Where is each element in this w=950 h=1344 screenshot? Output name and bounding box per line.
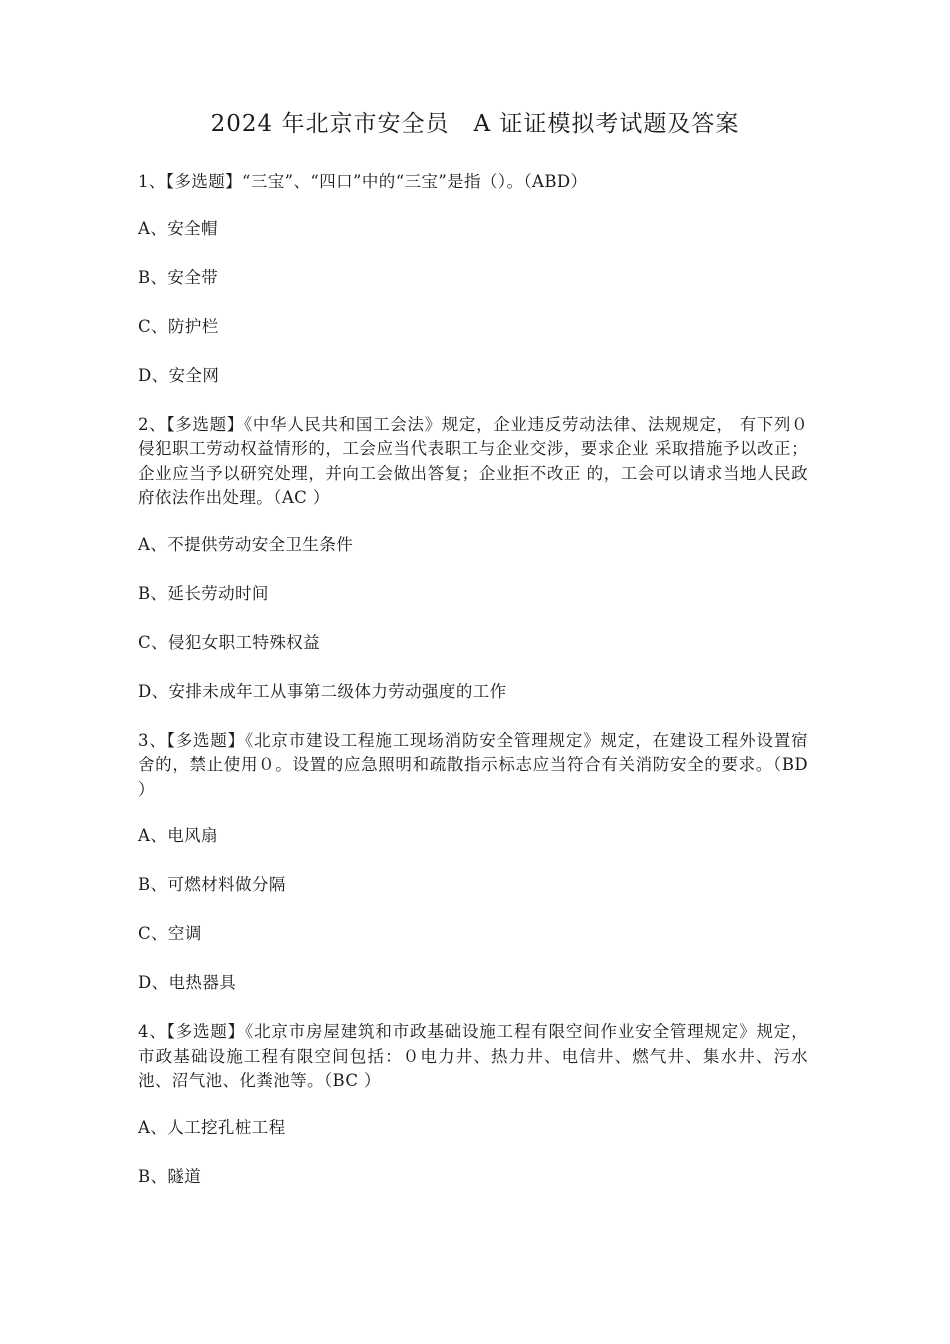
option-c: C、空调 bbox=[138, 924, 202, 943]
option-c: C、侵犯女职工特殊权益 bbox=[138, 632, 321, 652]
option-b: B、可燃材料做分隔 bbox=[138, 875, 286, 894]
option-a: A、不提供劳动安全卫生条件 bbox=[138, 534, 354, 554]
question-text: 4、【多选题】《北京市房屋建筑和市政基础设施工程有限空间作业安全管理规定》规定，市政基础设施工程有限空间包括：０电力井、热力井、电信井、燃气井、集水井、污水池、沼气池、化粪池等。（BC ） bbox=[138, 1022, 808, 1090]
option-b: B、隧道 bbox=[138, 1166, 202, 1186]
option-d: D、安排未成年工从事第二级体力劳动强度的工作 bbox=[138, 681, 507, 701]
option-a: A、人工挖孔桩工程 bbox=[138, 1117, 286, 1137]
option-b: B、安全带 bbox=[138, 267, 219, 287]
question-1 bbox=[138, 170, 808, 388]
question-3 bbox=[138, 729, 808, 996]
option-b: B、延长劳动时间 bbox=[138, 583, 269, 603]
document-title: 2024 年北京市安全员 A 证证模拟考试题及答案 bbox=[210, 111, 740, 137]
option-a: A、安全帽 bbox=[138, 218, 218, 238]
question-text: 3、【多选题】《北京市建设工程施工现场消防安全管理规定》规定，在建设工程外设置宿舍的，禁止使用０。设置的应急照明和疏散指示标志应当符合有关消防安全的要求。（BD ） bbox=[138, 730, 808, 799]
question-list bbox=[138, 170, 808, 1214]
question-text: 1、【多选题】“三宝”、“四口”中的“三宝”是指（）。（ABD） bbox=[138, 172, 588, 191]
question-4 bbox=[138, 1020, 808, 1189]
option-a: A、电风扇 bbox=[138, 826, 218, 845]
option-d: D、电热器具 bbox=[138, 973, 237, 992]
question-2 bbox=[138, 413, 808, 704]
option-d: D、安全网 bbox=[138, 365, 220, 385]
option-c: C、防护栏 bbox=[138, 316, 219, 336]
question-text: 2、【多选题】《中华人民共和国工会法》规定，企业违反劳动法律、法规规定， 有下列０侵犯职工劳动权益情形的，工会应当代表职工与企业交涉，要求企业 采取措施予以改正；企业应当予以研究处理，并向工会做出答复；企业拒不改正 的，工会可以请求当地人民政府依法作出处理。（AC ） bbox=[138, 414, 808, 507]
